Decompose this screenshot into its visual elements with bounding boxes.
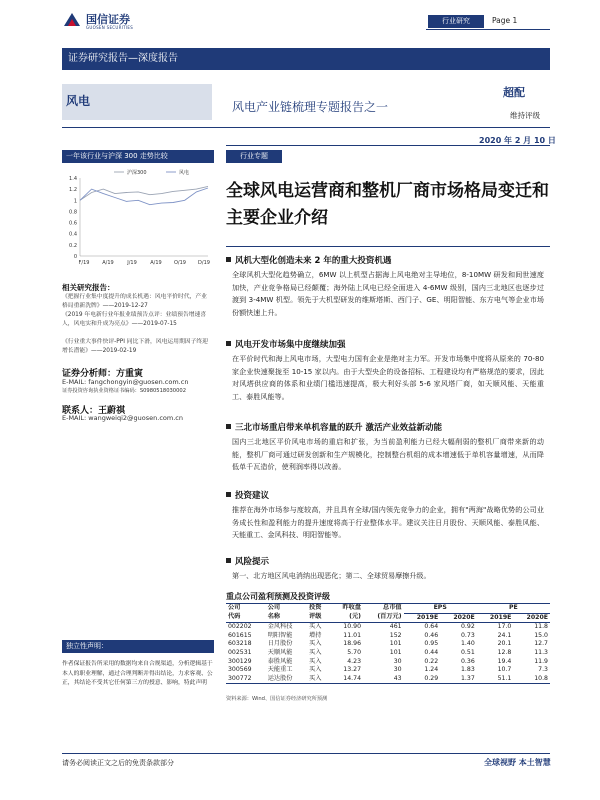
table-cell: 300772 (228, 674, 252, 682)
analyst-name: 证券分析师：方重寅 (62, 369, 144, 379)
table-cell: 7.3 (538, 666, 548, 674)
table-cell: 601615 (228, 631, 252, 639)
report-title: 风电产业链梳理专题报告之一 (232, 100, 389, 114)
bullet-icon (226, 341, 231, 346)
header-tag: 行业研究 (428, 15, 484, 28)
series-line-0 (80, 186, 208, 200)
table-cell: 11.3 (534, 648, 548, 656)
trend-chart (62, 164, 214, 272)
y-tick-label: 1.2 (69, 187, 77, 194)
table-cell: 天顺风能 (267, 648, 293, 656)
table-cell: 10.90 (343, 623, 362, 631)
table-cell: 买入 (309, 674, 322, 682)
table-header-cell: 2019E (416, 613, 439, 621)
section-body: 在平价时代和海上风电市场，大型电力国有企业是绝对主力军。开发市场集中度将从原来的 70-80 家企业快速聚拢至 10-15 家以内。由于大型央企的设备招标、工程建设均有严格规范的要求，因此对风塔供应商的体系和业绩门槛迅速提高，极大利好头部 5-6 家风塔厂商，如天顺风能、天能重工、泰胜风能等。 (232, 354, 544, 401)
table-cell: 18.96 (343, 640, 362, 648)
table-cell: 300129 (228, 657, 252, 665)
table-cell: 24.1 (497, 631, 512, 639)
x-tick-label: A/19 (150, 260, 162, 266)
page-number: Page 1 (492, 16, 518, 25)
section-body: 国内三北地区平价风电市场的重启和扩张，为当前盈利能力已经大幅削弱的整机厂商带来新的动能，整机厂商可通过研发创新和生产规模化，控制整台机组的成本增速低于单机容量增速，从而降低单千瓦造价，使利润率得以改善。 (232, 437, 544, 471)
table-header-cell: 评级 (309, 613, 322, 621)
y-tick-label: 1.4 (69, 176, 77, 182)
headline-rule (226, 246, 550, 247)
x-tick-label: F/19 (78, 260, 90, 266)
bullet-icon (226, 558, 231, 563)
rating-sub: 维持评级 (510, 111, 540, 120)
table-header-cell: EPS (404, 604, 477, 614)
y-tick-label: 0.8 (69, 209, 77, 216)
table-cell: 12.8 (497, 648, 512, 656)
header-rule (426, 29, 550, 30)
independence-title: 独立性声明： (62, 640, 214, 653)
table-cell: 金风科技 (267, 623, 293, 631)
report-type-banner: 证券研究报告—深度报告 (62, 48, 550, 70)
bullet-icon (226, 424, 231, 429)
table-cell: 增持 (309, 631, 322, 639)
x-tick-label: O/19 (174, 260, 186, 266)
table-source: 资料来源：Wind、国信证券经济研究所预测 (226, 696, 328, 702)
x-tick-label: J/19 (127, 260, 137, 266)
table-cell: 运达股份 (267, 674, 293, 682)
table-row (226, 649, 550, 658)
table-row (226, 623, 550, 632)
y-tick-label: 0 (73, 254, 77, 260)
table-header-cell: 名称 (267, 613, 281, 621)
table-cell: 11.9 (534, 657, 548, 665)
table-cell: 0.92 (460, 623, 475, 631)
y-tick-label: 0.4 (69, 231, 77, 238)
related-title: 相关研究报告： (62, 283, 115, 292)
report-date: 2020 年 2 月 10 日 (479, 136, 556, 145)
table-cell: 10.8 (534, 674, 548, 682)
table-cell: 603218 (228, 640, 252, 648)
table-cell: 买入 (309, 648, 322, 656)
table-header-cell: 公司 (228, 604, 241, 612)
table-cell: 15.0 (534, 631, 548, 639)
table-cell: 10.7 (497, 666, 512, 674)
table-cell: 0.22 (424, 657, 439, 665)
table-cell: 明阳智能 (267, 631, 293, 639)
table-cell: 43 (393, 674, 402, 682)
table-cell: 19.4 (497, 657, 512, 665)
section-3 (226, 421, 544, 474)
related-report-1: 《把握行业集中度提升的成长机遇：风电平价时代，产业格局重新洗牌》——2019-12-27 (62, 294, 207, 309)
section-heading: 三北市场重启带来单机容量的跃升 激活产业效益新动能 (235, 423, 442, 433)
table-header-cell: 投资 (309, 604, 322, 612)
y-tick-label: 0.2 (69, 242, 77, 249)
chart-title: 一年该行业与沪深 300 走势比较 (62, 150, 214, 163)
table-cell: 002202 (228, 623, 252, 631)
analyst-email: E-MAIL: fangchongyin@guosen.com.cn (62, 378, 189, 386)
headline: 全球风电运营商和整机厂商市场格局变迁和主要企业介绍 (226, 181, 549, 228)
table-header-cell: 2019E (489, 613, 512, 621)
table-cell: 300569 (228, 666, 252, 674)
table-cell: 20.1 (497, 640, 512, 648)
table-cell: 101 (389, 640, 402, 648)
table-cell: 30 (393, 657, 402, 665)
rating: 超配 (503, 86, 525, 99)
section-1 (226, 254, 544, 319)
sector-name: 风电 (66, 94, 91, 108)
legend-label: 风电 (179, 170, 190, 176)
table-cell: 13.27 (343, 666, 362, 674)
table-cell: 461 (389, 623, 402, 631)
table-cell: 0.95 (424, 640, 439, 648)
analyst-cert: 证券投资咨询执业资格证书编码：S0980518030002 (62, 388, 187, 394)
table-cell: 17.0 (497, 623, 512, 631)
bullet-icon (226, 257, 231, 262)
y-tick-label: 1 (73, 198, 77, 205)
column-tag: 行业专题 (226, 150, 282, 163)
table-header-cell: (百万元) (377, 613, 402, 621)
table-row (226, 666, 550, 675)
x-tick-label: A/19 (102, 260, 114, 266)
section-heading: 投资建议 (235, 491, 270, 501)
contact-name: 联系人：王蔚祺 (62, 406, 126, 416)
table-cell: 4.23 (347, 657, 362, 665)
table-header-cell: 2020E (526, 613, 548, 621)
table-row (226, 658, 550, 667)
table-cell: 泰胜风能 (267, 657, 293, 665)
table-cell: 1.40 (460, 640, 475, 648)
footer-rule (62, 753, 550, 754)
table-header-row-2 (226, 613, 550, 623)
table-cell: 买入 (309, 640, 322, 648)
disclaimer-note: 请务必阅读正文之后的免责条款部分 (62, 759, 174, 767)
legend-label: 沪深300 (127, 170, 147, 176)
table-cell: 0.29 (424, 674, 439, 682)
table-header-cell: PE (477, 604, 550, 614)
table-cell: 002531 (228, 648, 252, 656)
guosen-logo-icon (62, 10, 82, 30)
section-body: 全球风机大型化趋势确立，6MW 以上机型占据海上风电绝对主导地位，8-10MW 研发和间世速度加快，产业竞争格局已经颠覆；海外陆上风电已经全面进入 4-6MW 级别，国内三北地区也逐步过渡到 3-4MW 机型。领先于大机型研发的维斯塔斯、西门子、GE、明阳智能、东方电气等企业市场份额快速上升。 (232, 270, 544, 317)
table-header-cell: (元) (349, 613, 362, 621)
table-cell: 买入 (309, 666, 322, 674)
table-header-cell: 昨收盘 (342, 604, 362, 612)
table-header-cell: 2020E (453, 613, 475, 621)
table-header-row-1 (226, 604, 550, 614)
bullet-icon (226, 492, 231, 497)
table-row (226, 640, 550, 649)
title-rule (62, 127, 550, 128)
logo-english: GUOSEN SECURITIES (86, 25, 134, 30)
table-cell: 14.74 (343, 674, 362, 682)
table-header-cell: 总市值 (383, 604, 402, 612)
table-title: 重点公司盈利预测及投资评级 (226, 592, 330, 601)
related-report-2: 《2019 年电新行业年报业绩预告点评：业绩预告增速喜人，风电实和升成为亮点》——2019-07-15 (62, 312, 207, 327)
table-cell: 天能重工 (267, 666, 293, 674)
table-cell: 0.36 (460, 657, 475, 665)
y-tick-label: 0.6 (69, 220, 77, 227)
table-cell: 101 (389, 648, 402, 656)
table-cell: 11.01 (343, 631, 362, 639)
table-cell: 51.1 (497, 674, 512, 682)
earnings-table (226, 603, 550, 684)
section-heading: 风险提示 (235, 557, 270, 567)
table-row (226, 675, 550, 684)
table-cell: 买入 (309, 623, 322, 631)
table-cell: 1.24 (424, 666, 439, 674)
related-report-3: 《行业重大事件快评-PPI 同比下滑，风电运用期因子终迎增长潜能》——2019-02-19 (62, 339, 208, 354)
section-body: 推荐在海外市场参与度较高，并且具有全球/国内领先竞争力的企业，拥有"两海"战略优势的公司业务成长性和盈利能力的提升速度将高于行业整体水平。建议关注日月股份、天顺风能、泰胜风能、天能重工、金风科技、明阳智能等。 (232, 505, 544, 539)
table-cell: 0.46 (424, 631, 439, 639)
section-5 (226, 555, 544, 583)
contact-email: E-MAIL: wangweiqi2@guosen.com.cn (62, 414, 183, 422)
table-cell: 5.70 (347, 648, 362, 656)
table-cell: 1.83 (460, 666, 475, 674)
table-header-cell: 公司 (267, 604, 281, 612)
section-heading: 风电开发市场集中度继续加强 (235, 340, 346, 350)
x-tick-label: D/19 (198, 260, 210, 266)
table-cell: 11.8 (534, 623, 548, 631)
table-cell: 0.51 (460, 648, 475, 656)
section-2 (226, 338, 544, 403)
table-cell: 12.7 (534, 640, 548, 648)
table-cell: 0.44 (424, 648, 439, 656)
table-cell: 日月股份 (267, 640, 293, 648)
table-cell: 买入 (309, 657, 322, 665)
section-heading: 风机大型化创造未来 2 年的重大投资机遇 (235, 256, 392, 266)
table-cell: 152 (389, 631, 402, 639)
footer-slogan: 全球视野 本土智慧 (484, 757, 551, 767)
section-4 (226, 489, 544, 542)
table-cell: 0.73 (460, 631, 475, 639)
independence-text: 作者保证报告所采用的数据均来自合规渠道，分析逻辑基于本人的职业理解，通过合理判断并得出结论，力求客观、公正，其结论不受其它任何第三方的授意、影响，特此声明 (62, 661, 213, 687)
section-body: 第一、北方地区风电消纳出现恶化；第二、全球贸易摩擦升级。 (232, 571, 431, 580)
table-cell: 1.37 (460, 674, 475, 682)
logo-name: 国信证券 (86, 13, 130, 26)
table-header-cell: 代码 (228, 613, 241, 621)
date-rule (226, 145, 550, 146)
table-cell: 0.64 (424, 623, 439, 631)
table-cell: 30 (393, 666, 402, 674)
